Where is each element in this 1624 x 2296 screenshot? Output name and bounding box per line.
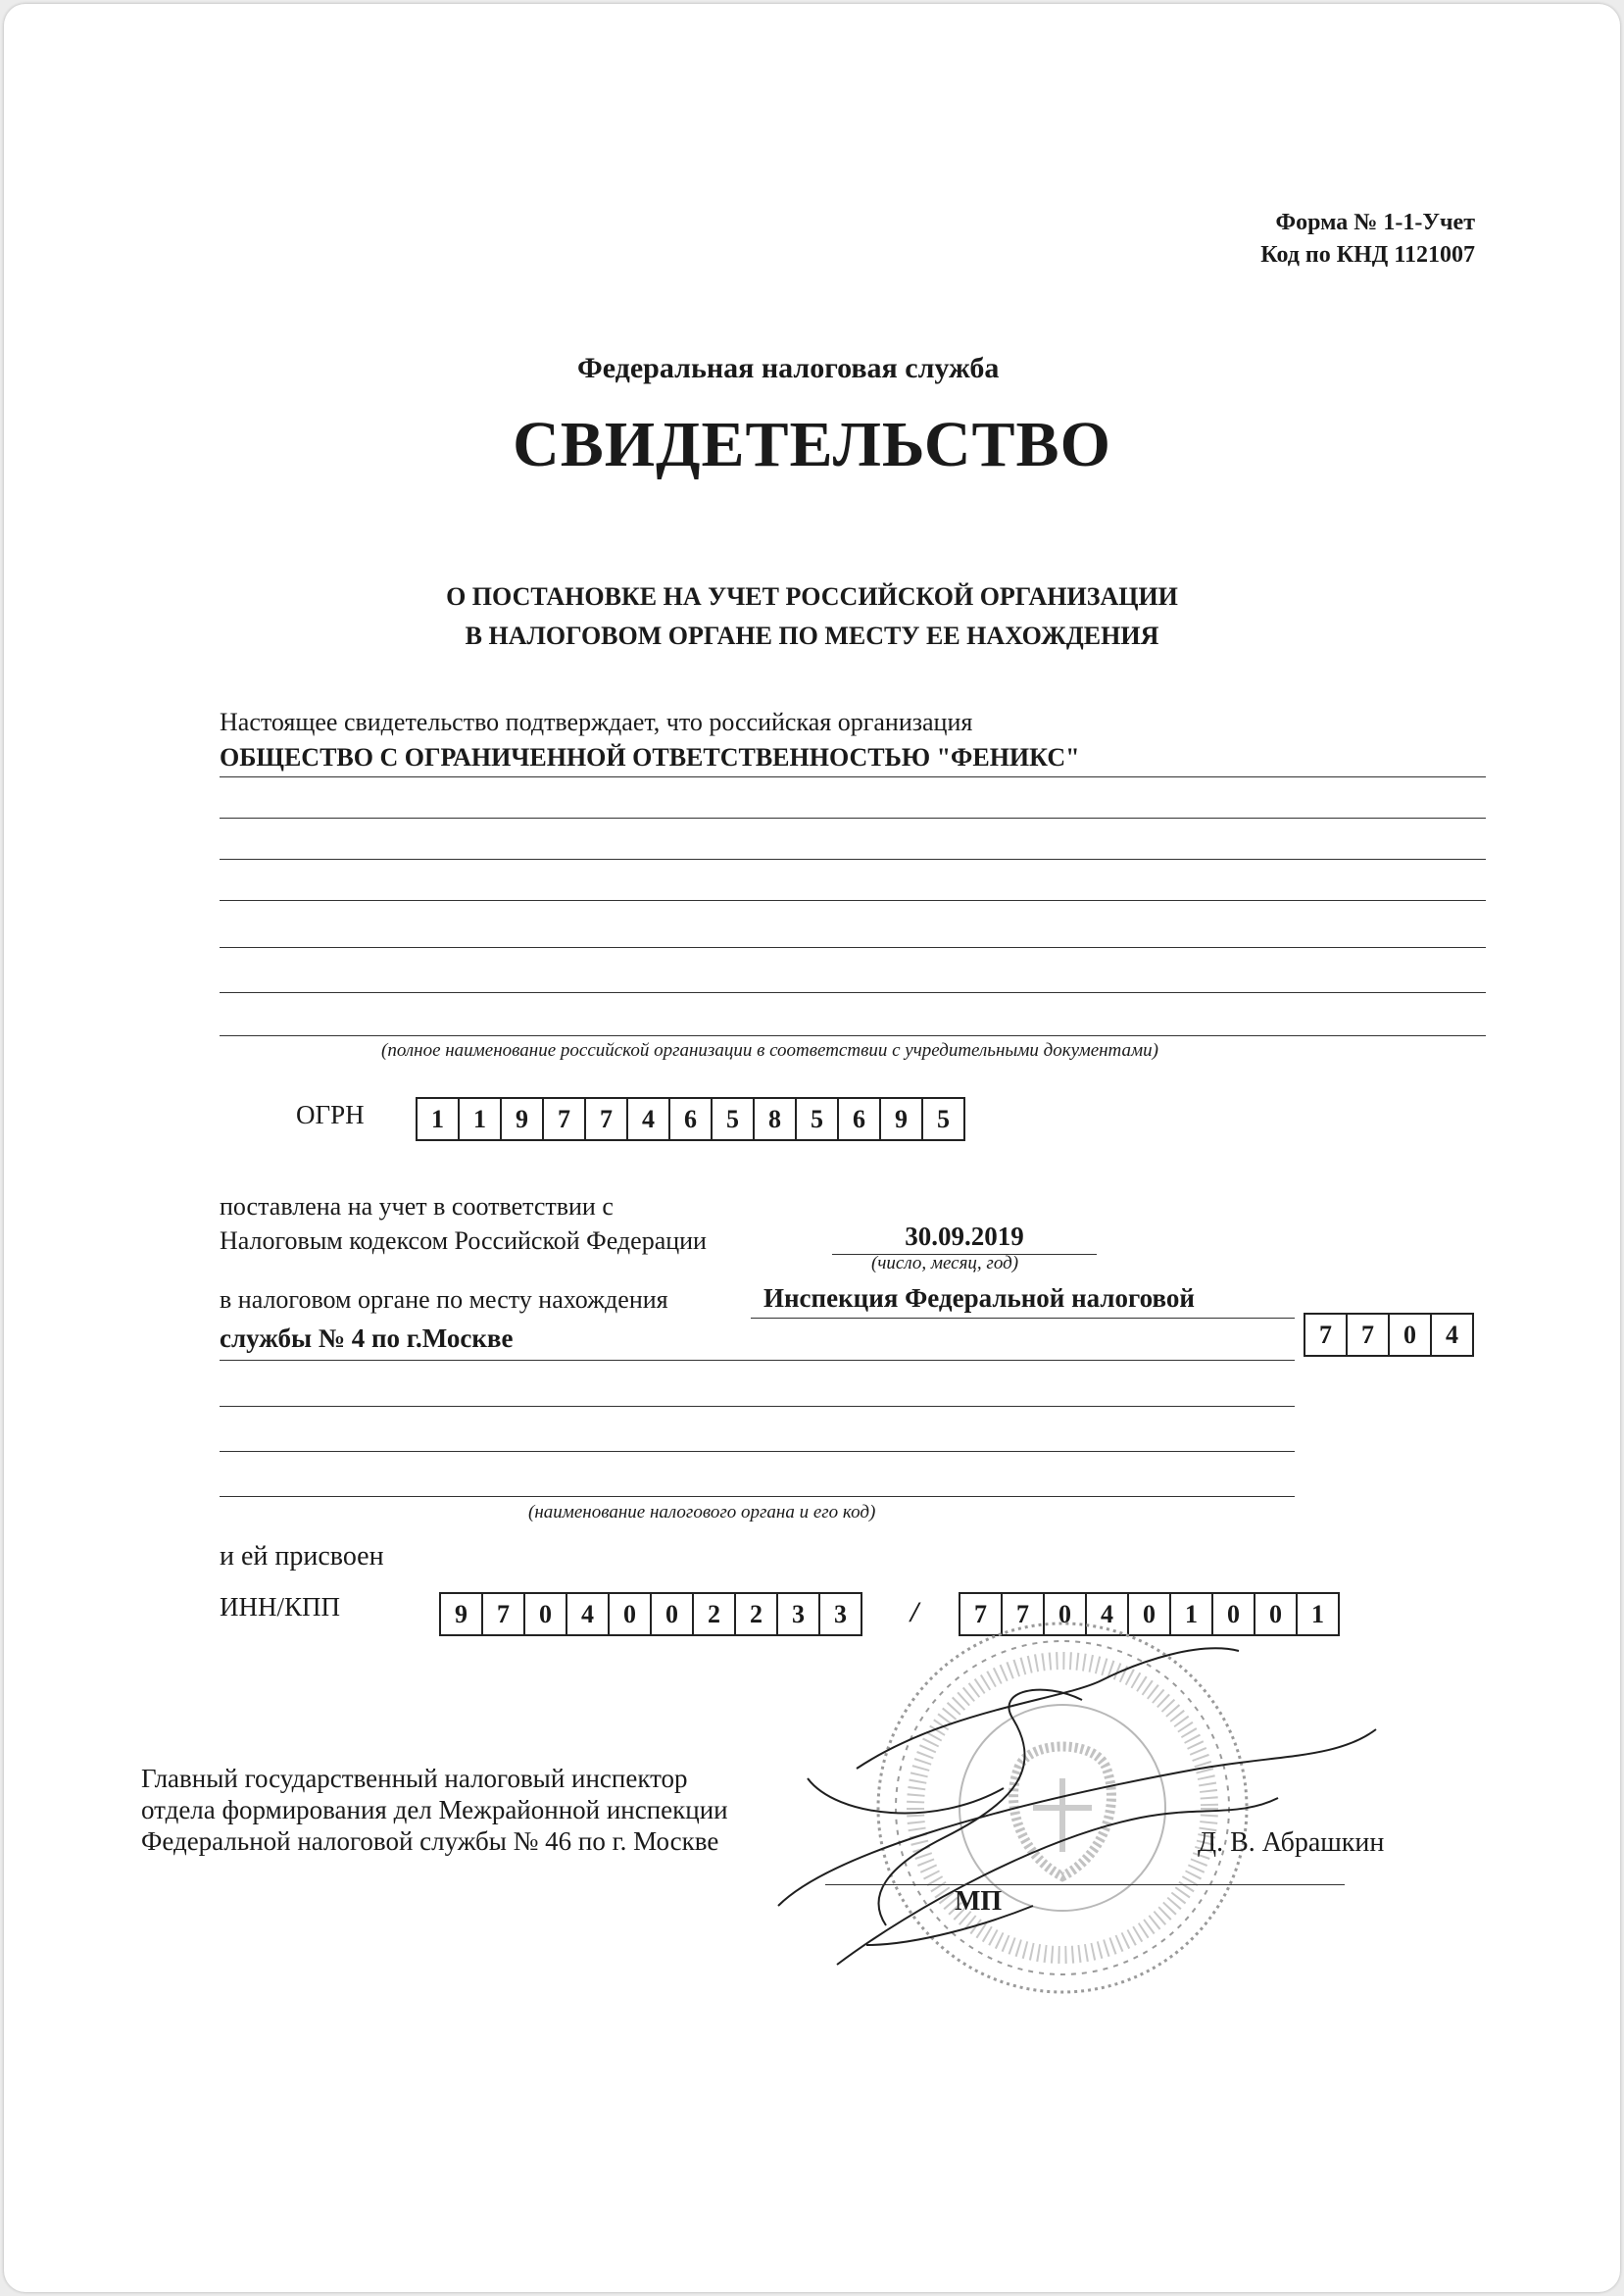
tax-office-name-line1: Инспекция Федеральной налоговой <box>763 1283 1195 1313</box>
intro-text: Настоящее свидетельство подтверждает, что российская организация <box>220 708 973 736</box>
ogrn-digit: 7 <box>584 1097 628 1141</box>
org-line-6 <box>220 992 1486 993</box>
document-subtitle-line2: В НАЛОГОВОМ ОРГАНЕ ПО МЕСТУ ЕЕ НАХОЖДЕНИЯ <box>465 622 1159 650</box>
signature-line <box>825 1884 1345 1885</box>
inn-digit: 7 <box>481 1592 525 1636</box>
tax-office-line-5 <box>220 1496 1295 1497</box>
tax-office-code <box>1305 1313 1474 1357</box>
ogrn-digit: 5 <box>711 1097 755 1141</box>
kpp-digit: 0 <box>1211 1592 1255 1636</box>
kpp-digit: 4 <box>1085 1592 1129 1636</box>
ogrn-label: ОГРН <box>296 1100 365 1129</box>
registration-date: 30.09.2019 <box>905 1222 1024 1251</box>
inn-kpp-label: ИНН/КПП <box>220 1592 341 1622</box>
tax-office-line-1 <box>751 1318 1295 1319</box>
ogrn-digit: 4 <box>626 1097 670 1141</box>
inn-digit: 4 <box>566 1592 610 1636</box>
tax-office-code-digit: 7 <box>1346 1313 1390 1357</box>
org-line-1 <box>220 776 1486 777</box>
signatory-line3: Федеральной налоговой службы № 46 по г. Москве <box>141 1826 719 1856</box>
ogrn-digit: 6 <box>668 1097 713 1141</box>
signatory-line2: отдела формирования дел Межрайонной инспекции <box>141 1795 728 1824</box>
official-seal-and-signature <box>690 1612 1396 2004</box>
tax-office-name-line2: службы № 4 по г.Москве <box>220 1323 514 1353</box>
tax-office-line-3 <box>220 1406 1295 1407</box>
organization-name: ОБЩЕСТВО С ОГРАНИЧЕННОЙ ОТВЕТСТВЕННОСТЬЮ "ФЕНИКС" <box>220 743 1080 772</box>
signatory-name: Д. В. Абрашкин <box>1198 1827 1385 1858</box>
ogrn-digit: 9 <box>500 1097 544 1141</box>
ogrn-digit: 5 <box>795 1097 839 1141</box>
ogrn-digit: 9 <box>879 1097 923 1141</box>
org-line-2 <box>220 818 1486 819</box>
ogrn-digits <box>418 1097 965 1141</box>
inn-digit: 0 <box>608 1592 652 1636</box>
form-knd-code: Код по КНД 1121007 <box>1260 242 1475 268</box>
signatory-line1: Главный государственный налоговый инспектор <box>141 1764 688 1793</box>
ogrn-digit: 5 <box>921 1097 965 1141</box>
form-number: Форма № 1-1-Учет <box>1275 210 1475 235</box>
certificate-page <box>4 4 1620 2292</box>
tax-office-code-digit: 4 <box>1430 1313 1474 1357</box>
date-caption: (число, месяц, год) <box>871 1253 1019 1273</box>
organization-caption: (полное наименование российской организации в соответствии с учредительными документами) <box>381 1040 1158 1061</box>
tax-office-label: в налоговом органе по месту нахождения <box>220 1285 668 1314</box>
kpp-digit: 1 <box>1169 1592 1213 1636</box>
document-title: СВИДЕТЕЛЬСТВО <box>513 409 1111 480</box>
ogrn-digit: 1 <box>416 1097 460 1141</box>
tax-office-caption: (наименование налогового органа и его код) <box>528 1502 876 1522</box>
org-line-3 <box>220 859 1486 860</box>
inn-digit: 0 <box>523 1592 567 1636</box>
kpp-digit: 0 <box>1254 1592 1298 1636</box>
tax-office-code-digit: 7 <box>1304 1313 1348 1357</box>
tax-office-line-4 <box>220 1451 1295 1452</box>
inn-digit: 2 <box>734 1592 778 1636</box>
kpp-digit: 1 <box>1296 1592 1340 1636</box>
kpp-digit: 0 <box>1043 1592 1087 1636</box>
registered-line2: Налоговым кодексом Российской Федерации <box>220 1226 707 1255</box>
org-line-5 <box>220 947 1486 948</box>
kpp-digit: 7 <box>1001 1592 1045 1636</box>
seal-mark: МП <box>955 1886 1003 1917</box>
assigned-text: и ей присвоен <box>220 1541 384 1572</box>
agency-name: Федеральная налоговая служба <box>577 352 1000 384</box>
document-subtitle-line1: О ПОСТАНОВКЕ НА УЧЕТ РОССИЙСКОЙ ОРГАНИЗАЦИИ <box>446 582 1178 611</box>
ogrn-digit: 8 <box>753 1097 797 1141</box>
kpp-digit: 7 <box>959 1592 1003 1636</box>
tax-office-code-digit: 0 <box>1388 1313 1432 1357</box>
tax-office-line-2 <box>220 1360 1295 1361</box>
org-line-4 <box>220 900 1486 901</box>
inn-kpp-separator: / <box>910 1596 919 1628</box>
inn-digit: 2 <box>692 1592 736 1636</box>
inn-digit: 0 <box>650 1592 694 1636</box>
ogrn-digit: 6 <box>837 1097 881 1141</box>
kpp-digit: 0 <box>1127 1592 1171 1636</box>
org-line-7 <box>220 1035 1486 1036</box>
inn-digit: 9 <box>439 1592 483 1636</box>
registered-line1: поставлена на учет в соответствии с <box>220 1192 614 1221</box>
inn-digit: 3 <box>776 1592 820 1636</box>
inn-digit: 3 <box>818 1592 862 1636</box>
ogrn-digit: 1 <box>458 1097 502 1141</box>
ogrn-digit: 7 <box>542 1097 586 1141</box>
